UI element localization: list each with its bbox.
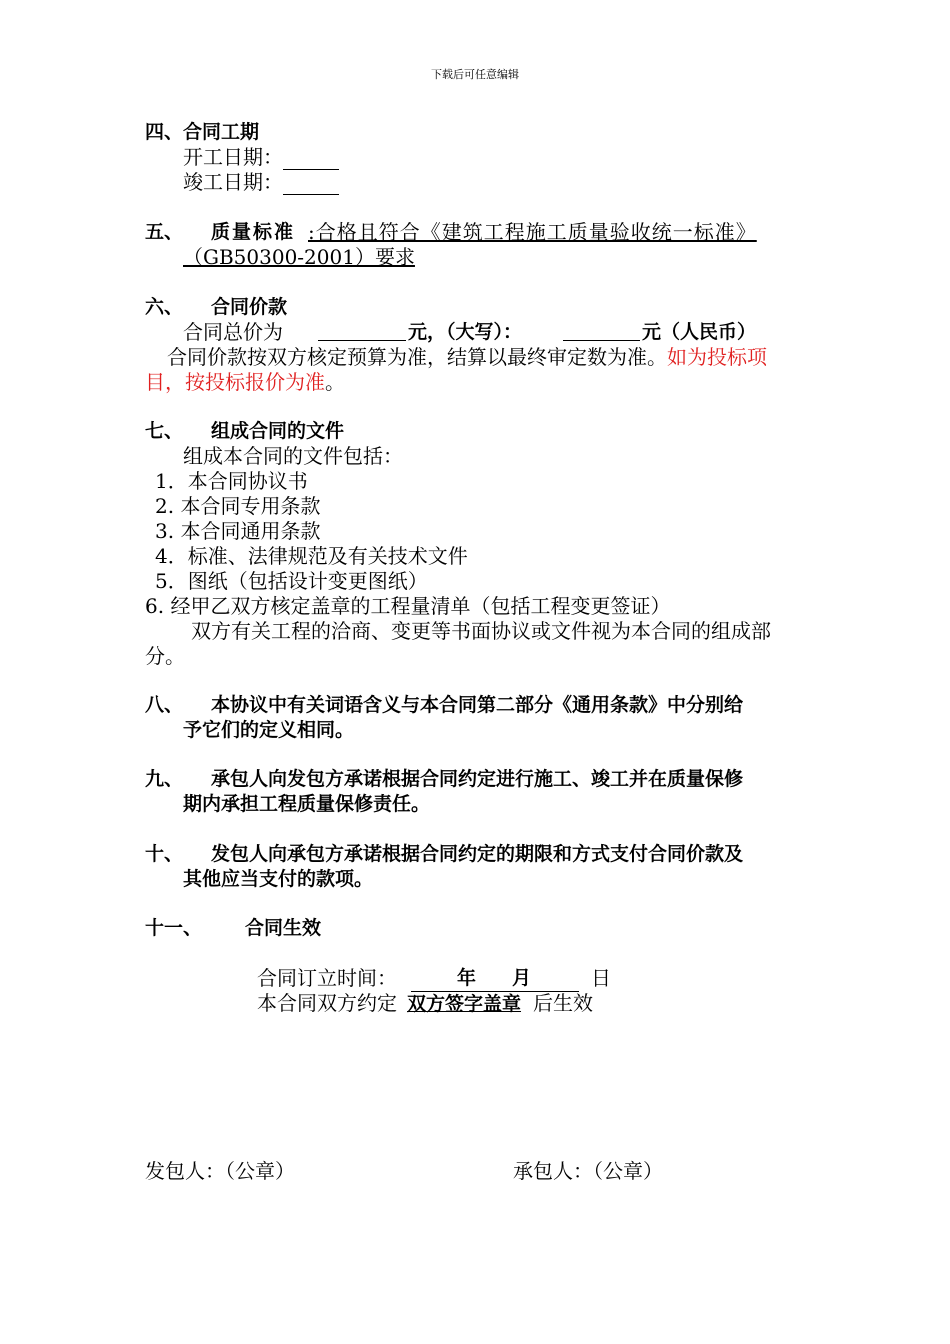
section-6-title: 合同价款: [211, 296, 288, 318]
section-9-text: 承包人向发包方承诺根据合同约定进行施工、竣工并在质量保修: [211, 768, 744, 790]
section-7-number: 七、: [145, 420, 184, 442]
section-10-text-2: 其他应当支付的款项。: [183, 868, 374, 890]
start-date-blank[interactable]: [283, 149, 339, 170]
contract-total-capital-label: 元，（大写）：: [408, 321, 523, 343]
effective-condition: 双方签字盖章: [407, 993, 522, 1015]
quality-standard-label: 质量标准: [211, 221, 296, 243]
section-10-number: 十、: [145, 843, 184, 865]
year-label: 年: [457, 967, 477, 989]
end-date-label: 竣工日期：: [183, 170, 283, 194]
effective-suffix: 后生效: [533, 991, 594, 1015]
price-basis-text-2: [145, 370, 345, 395]
rmb-label: 元（人民币）: [642, 321, 757, 343]
list-item: 2. 本合同专用条款: [155, 494, 321, 518]
month-label: 月: [512, 967, 532, 989]
section-8-text: 本协议中有关词语含义与本合同第二部分《通用条款》中分别给: [211, 694, 744, 716]
page-header: 下载后可任意编辑: [431, 68, 519, 81]
contractor-seal-label: 承包人：（公章）: [513, 1159, 663, 1183]
end-date-row: [183, 170, 339, 195]
documents-note-2: 分。: [145, 644, 185, 668]
contract-total-capital-blank[interactable]: [563, 320, 640, 341]
documents-intro: 组成本合同的文件包括：: [183, 444, 403, 468]
start-date-row: [183, 145, 339, 170]
section-4-title: 四、合同工期: [145, 121, 260, 143]
section-9-number: 九、: [145, 768, 184, 790]
section-8-number: 八、: [145, 694, 184, 716]
price-basis-black: 合同价款按双方核定预算为准，结算以最终审定数为准。: [167, 345, 667, 369]
contract-total-label: 合同总价为: [183, 320, 283, 344]
sign-date-field[interactable]: [411, 966, 579, 992]
list-item: 6. 经甲乙双方核定盖章的工程量清单（包括工程变更签证）: [145, 594, 671, 618]
section-11-title: 合同生效: [245, 917, 322, 939]
documents-note: 双方有关工程的洽商、变更等书面协议或文件视为本合同的组成部: [191, 619, 771, 643]
sign-date-label: 合同订立时间：: [257, 966, 397, 990]
quality-standard-value: :合格且符合《建筑工程施工质量验收统一标准》: [308, 220, 757, 244]
effective-clause: [257, 991, 593, 1017]
section-5-number: 五、: [145, 221, 184, 243]
employer-seal-label: 发包人：（公章）: [145, 1159, 295, 1183]
section-8-text-2: 予它们的定义相同。: [183, 719, 355, 741]
section-6-number: 六、: [145, 296, 184, 318]
start-date-label: 开工日期：: [183, 145, 283, 169]
list-item: 1．本合同协议书: [155, 469, 308, 493]
price-basis-text: [167, 345, 767, 370]
quality-standard-value-2: （GB50300-2001）要求: [183, 245, 415, 269]
contract-total-blank[interactable]: [318, 320, 406, 341]
price-basis-red-1: 如为投标项: [667, 345, 767, 369]
price-basis-end: 。: [325, 370, 345, 394]
list-item: 5．图纸（包括设计变更图纸）: [155, 569, 428, 593]
effective-prefix: 本合同双方约定: [257, 991, 397, 1015]
end-date-blank[interactable]: [283, 174, 339, 195]
section-7-title: 组成合同的文件: [211, 420, 345, 442]
list-item: 3. 本合同通用条款: [155, 519, 321, 543]
section-10-text: 发包人向承包方承诺根据合同约定的期限和方式支付合同价款及: [211, 843, 744, 865]
list-item: 4．标准、法律规范及有关技术文件: [155, 544, 468, 568]
section-9-text-2: 期内承担工程质量保修责任。: [183, 793, 431, 815]
day-label: 日: [591, 966, 611, 990]
section-11-number: 十一、: [145, 917, 203, 939]
price-basis-red-2: 目，按投标报价为准: [145, 370, 325, 394]
